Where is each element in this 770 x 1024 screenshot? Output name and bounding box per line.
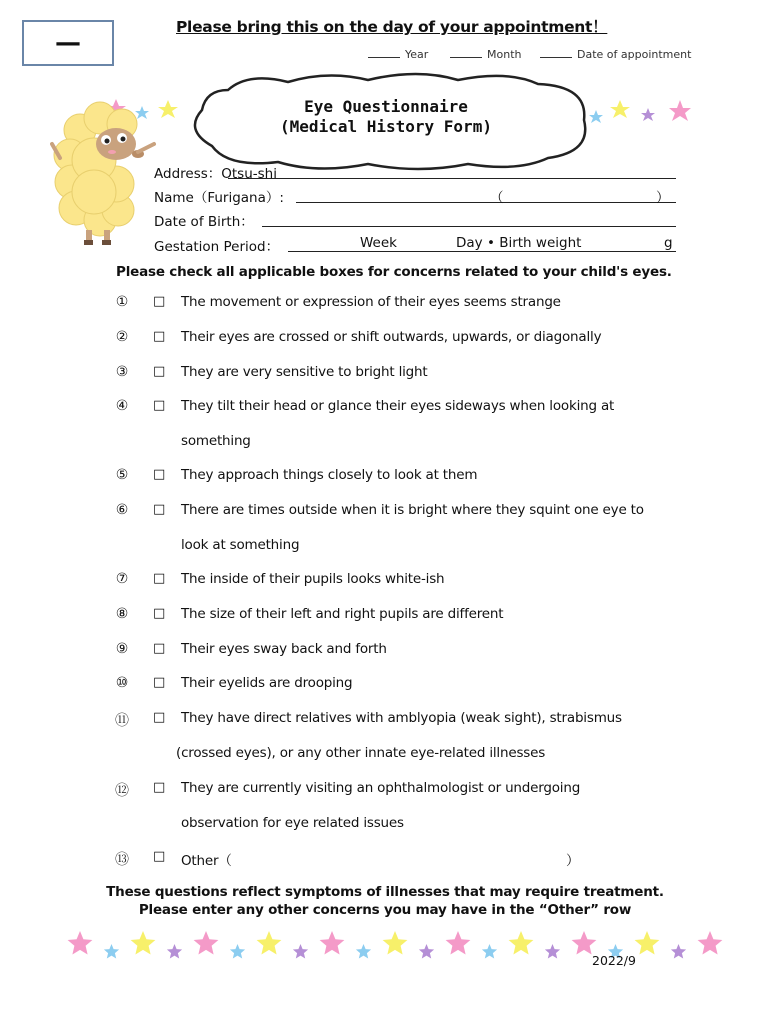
star-icon [545, 944, 560, 959]
star-icon [68, 931, 93, 955]
address-value[interactable]: Otsu-shi [221, 166, 277, 182]
appointment-date-label: Date of appointment [577, 48, 692, 61]
checkbox[interactable]: □ [153, 675, 166, 690]
other-input[interactable] [240, 846, 560, 868]
star-icon [356, 944, 371, 959]
day-weight-label: Day • Birth weight [456, 235, 582, 251]
item-text: There are times outside when it is bright where they squint one eye to [181, 502, 644, 518]
sheep-illustration [50, 100, 170, 250]
star-icon [446, 931, 471, 955]
appointment-date-field[interactable] [540, 48, 691, 61]
star-icon [194, 931, 219, 955]
item-text: The inside of their pupils looks white-ish [181, 571, 445, 587]
month-field[interactable] [450, 48, 521, 61]
star-icon [669, 100, 691, 121]
item-text-continued: observation for eye related issues [181, 815, 404, 831]
item-text: They are currently visiting an ophthalmologist or undergoing [181, 780, 581, 796]
checkbox[interactable]: □ [153, 398, 166, 413]
star-icon [383, 931, 408, 955]
star-icon [230, 944, 245, 959]
item-number: ① [115, 294, 129, 310]
furigana-paren-open: （ [490, 190, 504, 206]
star-icon [641, 108, 655, 121]
gestation-line[interactable] [288, 251, 676, 252]
address-row [154, 162, 277, 182]
stamp-box-mark: — [55, 28, 81, 58]
revision-date: 2022/9 [592, 953, 636, 968]
checkbox[interactable]: □ [153, 641, 166, 656]
star-icon [698, 931, 723, 955]
star-icon [320, 931, 345, 955]
item-number: ⑫ [115, 783, 129, 799]
item-text: They approach things closely to look at them [181, 467, 478, 483]
item-number: ⑤ [115, 467, 129, 483]
checkbox[interactable]: □ [153, 710, 166, 725]
gestation-label: Gestation Period： [154, 239, 280, 255]
item-number: ⑩ [115, 675, 129, 691]
star-icon [293, 944, 308, 959]
month-label: Month [487, 48, 522, 61]
name-line[interactable] [296, 202, 676, 203]
grams-unit: g [664, 235, 673, 251]
checkbox[interactable]: □ [153, 502, 166, 517]
item-number: ④ [115, 398, 129, 414]
item-number: ⑥ [115, 502, 129, 518]
other-paren-close: ） [566, 853, 580, 869]
star-icon [482, 944, 497, 959]
form-subtitle: (Medical History Form) [280, 117, 492, 136]
star-icon [131, 931, 156, 955]
star-icon [509, 931, 534, 955]
item-number: ⑦ [115, 571, 129, 587]
year-label: Year [405, 48, 429, 61]
other-label: Other（ [181, 853, 232, 869]
item-text: They have direct relatives with amblyopia (weak sight), strabismus [181, 710, 622, 726]
star-icon [572, 931, 597, 955]
item-text: The size of their left and right pupils are different [181, 606, 504, 622]
item-text: The movement or expression of their eyes seems strange [181, 294, 561, 310]
star-icon [419, 944, 434, 959]
item-number: ⑨ [115, 641, 129, 657]
week-label: Week [360, 235, 397, 251]
item-number: ③ [115, 364, 129, 380]
furigana-paren-close: ） [656, 190, 670, 206]
star-icon [104, 944, 119, 959]
name-row [154, 186, 284, 206]
star-icon [635, 931, 660, 955]
item-number: ⑧ [115, 606, 129, 622]
name-label: Name（Furigana）: [154, 190, 284, 206]
checklist-instruction: Please check all applicable boxes for concerns related to your child's eyes. [116, 264, 672, 280]
stamp-box [22, 20, 114, 66]
year-field[interactable] [368, 48, 428, 61]
checkbox[interactable]: □ [153, 571, 166, 586]
decorative-stars-bottom [66, 930, 746, 966]
item-text: Their eyes sway back and forth [181, 641, 387, 657]
item-text: Their eyes are crossed or shift outwards, upwards, or diagonally [181, 329, 602, 345]
dob-label: Date of Birth： [154, 214, 254, 230]
item-text: Their eyelids are drooping [181, 675, 353, 691]
footer-note: These questions reflect symptoms of illnesses that may require treatment. [106, 884, 664, 900]
item-text: They tilt their head or glance their eyes sideways when looking at [181, 398, 615, 414]
checkbox[interactable]: □ [153, 364, 166, 379]
item-number: ⑪ [115, 713, 129, 729]
dob-row [154, 210, 254, 230]
gestation-row [154, 235, 279, 255]
form-title: Eye Questionnaire [304, 97, 468, 116]
star-icon [257, 931, 282, 955]
year-blank[interactable] [368, 49, 400, 58]
decorative-stars-right [586, 98, 706, 126]
month-blank[interactable] [450, 49, 482, 58]
item-text-continued: something [181, 433, 251, 449]
checkbox[interactable]: □ [153, 606, 166, 621]
item-text-continued: look at something [181, 537, 300, 553]
item-text: They are very sensitive to bright light [181, 364, 428, 380]
checkbox[interactable]: □ [153, 329, 166, 344]
page-headline: Please bring this on the day of your appointment！ [176, 18, 608, 36]
item-text-continued: (crossed eyes), or any other innate eye-related illnesses [176, 745, 546, 761]
item-number: ② [115, 329, 129, 345]
checkbox[interactable]: □ [153, 294, 166, 309]
address-line[interactable] [228, 178, 676, 179]
address-label: Address： [154, 166, 222, 182]
checkbox[interactable]: □ [153, 467, 166, 482]
star-icon [589, 110, 603, 123]
checkbox[interactable]: □ [153, 780, 166, 795]
item-number: ⑬ [115, 852, 129, 868]
star-icon [671, 944, 686, 959]
appointment-date-blank[interactable] [540, 49, 572, 58]
dob-line[interactable] [262, 226, 676, 227]
star-icon [167, 944, 182, 959]
star-icon [610, 100, 630, 118]
checkbox[interactable]: □ [153, 849, 166, 864]
footer-note-other: Please enter any other concerns you may have in the “Other” row [138, 902, 632, 918]
